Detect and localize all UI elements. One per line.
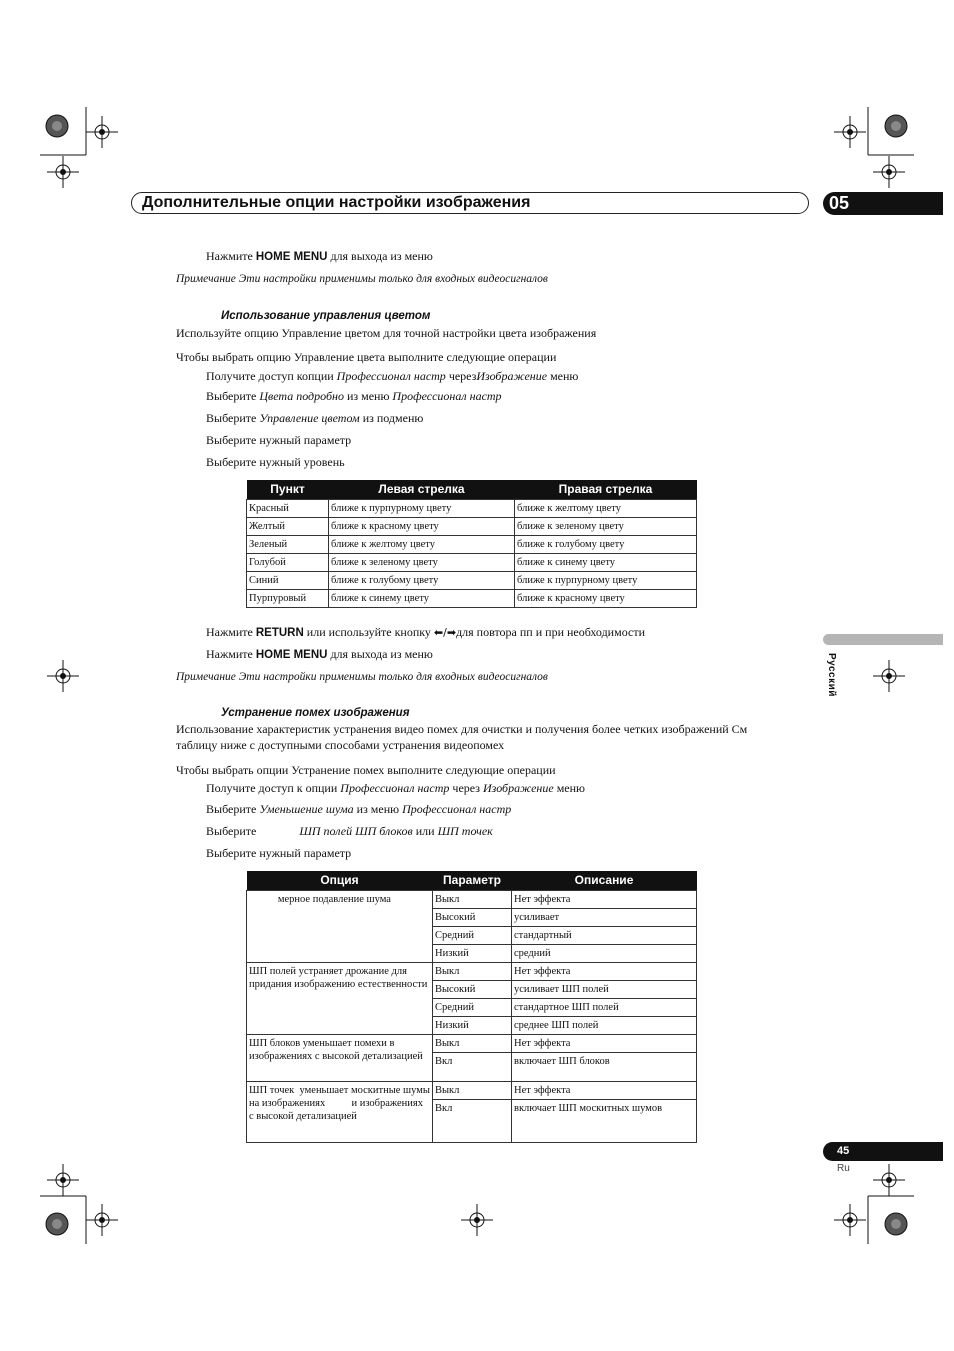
chapter-badge: 05 <box>823 192 943 215</box>
section-intro-noise-2: таблицу ниже с доступными способами устранения видеопомех <box>176 738 505 752</box>
table-row: ШП полей устраняет дрожание для придания изображению естественности Выкл Нет эффекта <box>247 963 697 981</box>
page-title: Дополнительные опции настройки изображения <box>142 194 531 211</box>
table-row: Пурпуровый ближе к синему цвету ближе к красному цвету <box>247 590 697 608</box>
table-row: Низкий среднее ШП полей <box>247 1017 697 1035</box>
col-header-left-arrow: Левая стрелка <box>329 480 515 500</box>
col-header-description: Описание <box>512 871 697 891</box>
exit-menu-line-1: Нажмите HOME MENU для выхода из меню <box>206 249 433 263</box>
table-row: Желтый ближе к красному цвету ближе к зеленому цвету <box>247 518 697 536</box>
exit-menu-line-2: Нажмите HOME MENU для выхода из меню <box>206 647 433 661</box>
table-row: Голубой ближе к зеленому цвету ближе к синему цвету <box>247 554 697 572</box>
table-row: мерное подавление шума Выкл Нет эффекта <box>247 891 697 909</box>
color-step-1: Получите доступ копции Профессионал настр черезИзображение меню <box>206 369 579 383</box>
noise-reduction-table <box>246 871 697 1143</box>
col-header-option: Опция <box>247 871 433 891</box>
section-intro-color: Используйте опцию Управление цветом для точной настройки цвета изображения <box>176 326 597 340</box>
noise-step-4: Выберите нужный параметр <box>206 846 352 860</box>
noise-step-3: Выберите ШП полей ШП блоков или ШП точек <box>206 824 493 838</box>
return-key: RETURN <box>255 627 304 639</box>
color-step-5: Выберите нужный уровень <box>206 455 345 469</box>
home-menu-key: HOME MENU <box>255 649 328 661</box>
table-row: Средний стандартный <box>247 927 697 945</box>
color-step-3: Выберите Управление цветом из подменю <box>206 411 424 425</box>
note-1: Примечание Эти настройки применимы только для входных видеосигналов <box>176 273 548 285</box>
page-language-code: Ru <box>837 1163 850 1174</box>
section-title-noise-reduction: Устранение помех изображения <box>221 707 410 719</box>
table-row: Низкий средний <box>247 945 697 963</box>
side-tab-language: Русский <box>826 653 837 697</box>
table-row: Зеленый ближе к желтому цвету ближе к голубому цвету <box>247 536 697 554</box>
table-row: Синий ближе к голубому цвету ближе к пурпурному цвету <box>247 572 697 590</box>
table-row: Средний стандартное ШП полей <box>247 999 697 1017</box>
page-number: 45 <box>823 1142 943 1161</box>
home-menu-key: HOME MENU <box>255 251 328 263</box>
noise-step-1: Получите доступ к опции Профессионал настр через Изображение меню <box>206 781 585 795</box>
table-row: Высокий усиливает <box>247 909 697 927</box>
left-right-arrow-icon: ⬅/➡ <box>433 626 457 639</box>
note-2: Примечание Эти настройки применимы только для входных видеосигналов <box>176 671 548 683</box>
color-step-4: Выберите нужный параметр <box>206 433 352 447</box>
table-row: ШП блоков уменьшает помехи в изображениях с высокой детализацией Выкл Нет эффекта <box>247 1035 697 1053</box>
table-row: ШП точек уменьшает москитные шумы на изображениях и изображениях с высокой детализацией Выкл Нет эффекта <box>247 1082 697 1100</box>
section-title-color-management: Использование управления цветом <box>221 310 431 322</box>
color-step-2: Выберите Цвета подробно из меню Профессионал настр <box>206 389 502 403</box>
section-intro-noise-1: Использование характеристик устранения видео помех для очистки и получения более четких изображений См <box>176 722 748 736</box>
side-tab-bar <box>823 634 943 645</box>
section-choose-color: Чтобы выбрать опцию Управление цвета выполните следующие операции <box>176 350 557 364</box>
col-header-item: Пункт <box>247 480 329 500</box>
table-row: Красный ближе к пурпурному цвету ближе к желтому цвету <box>247 500 697 518</box>
return-line: Нажмите RETURN или используйте кнопку ⬅/➡для повтора пп и при необходимости <box>206 625 645 639</box>
color-management-table <box>246 480 697 608</box>
col-header-right-arrow: Правая стрелка <box>515 480 697 500</box>
table-row: Вкл включает ШП москитных шумов <box>247 1100 697 1143</box>
col-header-parameter: Параметр <box>433 871 512 891</box>
table-row: Высокий усиливает ШП полей <box>247 981 697 999</box>
noise-step-2: Выберите Уменьшение шума из меню Профессионал настр <box>206 802 512 816</box>
section-choose-noise: Чтобы выбрать опции Устранение помех выполните следующие операции <box>176 763 556 777</box>
table-row: Вкл включает ШП блоков <box>247 1053 697 1082</box>
